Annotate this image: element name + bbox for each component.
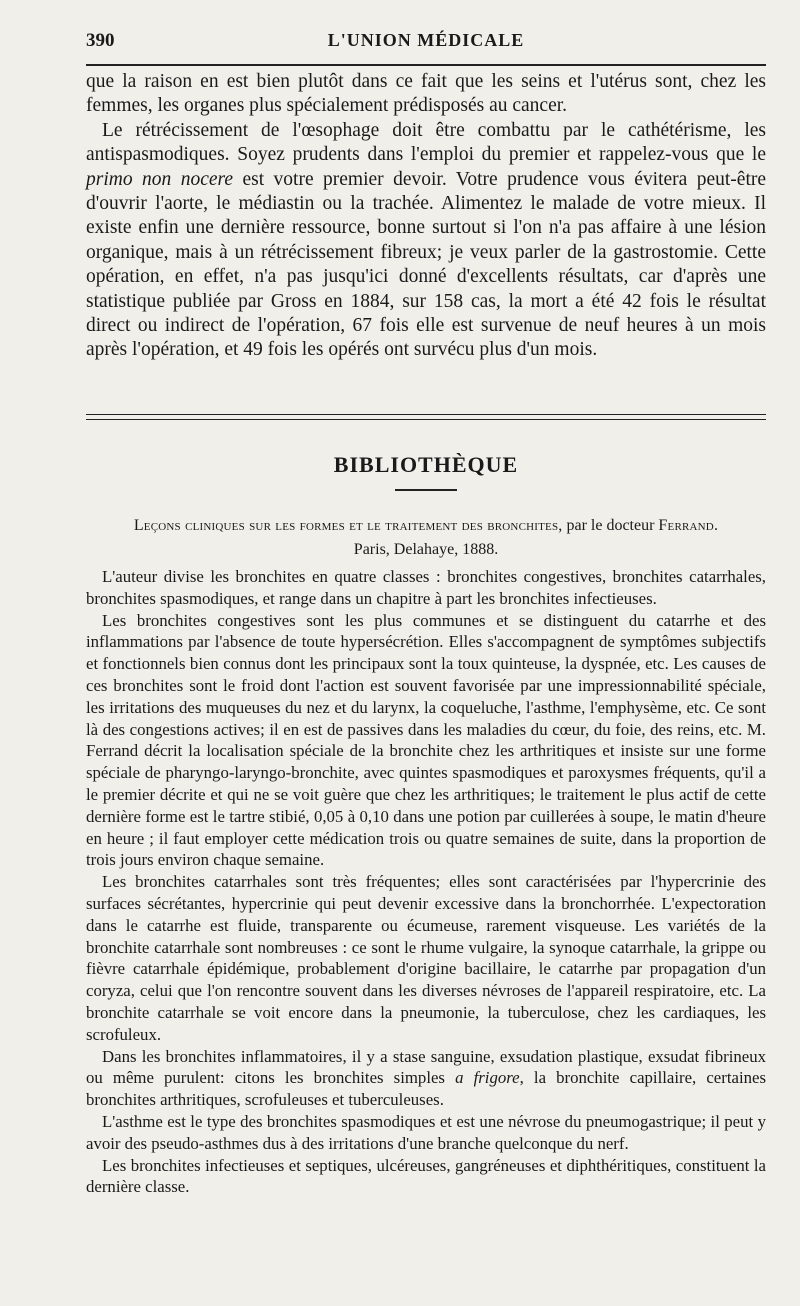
section-divider (86, 414, 766, 420)
paragraph-cancer: que la raison en est bien plutôt dans ce fait que les seins et l'utérus sont, chez les femmes, les organes plus spécialement prédisposés au cancer. (86, 71, 766, 117)
review-paragraph-congestive: Les bronchites congestives sont les plus communes et se distinguent du catarrhe et des inflammations par l'absence de toute hypersécrétion. Elles s'accompagnent de symptômes subjectifs et fonctionnels bien connus dont les principaux sont la toux quinteuse, la dyspnée, etc. Les causes de ces bronchites sont le froid dont l'action est souvent favorisée par une impressionnabilité spéciale, les irritations des muqueuses du nez et du larynx, la coqueluche, l'asthme, l'emphysème, etc. Ce sont là des congestions actives; il en est de passives dans les maladies du cœur, du foie, des reins, etc. M. Ferrand décrit la localisation spéciale de la bronchite chez les arthritiques et insiste sur une forme spéciale de pharyngo-laryngo-bronchite, avec quintes spasmodiques et paroxysmes fréquents, qu'il a le premier décrite et qui ne se voit guère que chez les arthritiques; le traitement le plus actif de cette dernière forme est le tartre stibié, 0,05 à 0,10 dans une potion par cuillerées à soupe, le matin d'heure en heure ; il faut employer cette médication trois ou quatre semaines de suite, dans la proportion de trois jours environ chaque semaine. (86, 610, 766, 870)
running-title: L'UNION MÉDICALE (327, 30, 525, 50)
latin-phrase: primo non nocere (86, 168, 234, 190)
book-publisher: Paris, Delahaye, 1888. (353, 541, 499, 558)
book-title: Leçons cliniques sur les formes et le traitement des bronchites, (133, 517, 563, 534)
review-paragraph-infectious: Les bronchites infectieuses et septiques, ulcéreuses, gangréneuses et diphthéritiques, constituent la dernière classe. (86, 1155, 766, 1197)
review-paragraph-inflammatory (86, 1046, 766, 1111)
book-author: Ferrand. (658, 517, 719, 534)
article-continuation (86, 70, 766, 363)
book-review (86, 566, 766, 1198)
paragraph-oesophagus (86, 119, 766, 363)
latin-a-frigore: a frigore (455, 1068, 520, 1088)
header-rule (86, 64, 766, 66)
review-inflammatory-rest: , la bronchite capillaire, certaines bronchites arthritiques, scrofuleuses et tuberculeuses. (86, 1068, 766, 1110)
paragraph-oesophagus-rest: est votre premier devoir. Votre prudence vous évitera peut-être d'ouvrir l'aorte, le médiastin ou la trachée. Alimentez le malade de votre mieux. Il existe enfin une dernière ressource, bonne surtout si l'on n'a pas affaire à une lésion organique, mais à un rétrécissement fibreux; je veux parler de la gastrostomie. Cette opération, en effet, n'a pas jusqu'ici donné d'excellents résultats, car d'après une statistique publiée par Gross en 1884, sur 158 cas, la mort a été 42 fois le résultat direct ou indirect de l'opération, 67 fois elle est survenue de neuf heures à un mois après l'opération, et 49 fois les opérés ont survécu plus d'un mois. (86, 168, 767, 361)
page-header (86, 28, 766, 58)
paragraph-oesophagus-start: Le rétrécissement de l'œsophage doit être combattu par le cathétérisme, les antispasmodiques. Soyez prudents dans l'emploi du premier et rappelez-vous que le (86, 119, 766, 166)
review-paragraph-catarrhal: Les bronchites catarrhales sont très fréquentes; elles sont caractérisées par l'hypercrinie des surfaces sécrétantes, hypercrinie qui peut devenir excessive dans la bronchorrhée. L'expectoration dans le catarrhe est fluide, transparente ou écumeuse, rarement visqueuse. Les variétés de la bronchite catarrhale sont nombreuses : ce sont le rhume vulgaire, la synoque catarrhale, la grippe ou fièvre catarrhale épidémique, probablement d'origine bacillaire, le catarrhe par propagation d'un coryza, celui que l'on rencontre souvent dans les diverses névroses de l'appareil respiratoire, etc. La bronchite catarrhale se voit encore dans la pneumonie, la tuberculose, chez les cardiaques, les scrofuleux. (86, 872, 766, 1044)
section-title-underline (395, 489, 457, 491)
review-inflammatory-start: Dans les bronchites inflammatoires, il y a stase sanguine, exsudation plastique, exsudat fibrineux ou même purulent: citons les bronchites simples (86, 1046, 766, 1088)
section-title: BIBLIOTHÈQUE (333, 452, 519, 477)
review-paragraph-classes: L'auteur divise les bronchites en quatre classes : bronchites congestives, bronchites catarrhales, bronchites spasmodiques, et range dans un chapitre à part les bronchites infectieuses. (86, 567, 766, 608)
citation-by: par le docteur (562, 517, 659, 534)
review-paragraph-spasmodic: L'asthme est le type des bronchites spasmodiques et est une névrose du pneumogastrique; il peut y avoir des pseudo-asthmes dus à des irritations d'une branche quelconque du nerf. (86, 1111, 766, 1153)
page-number: 390 (86, 30, 115, 51)
book-citation (86, 514, 766, 562)
